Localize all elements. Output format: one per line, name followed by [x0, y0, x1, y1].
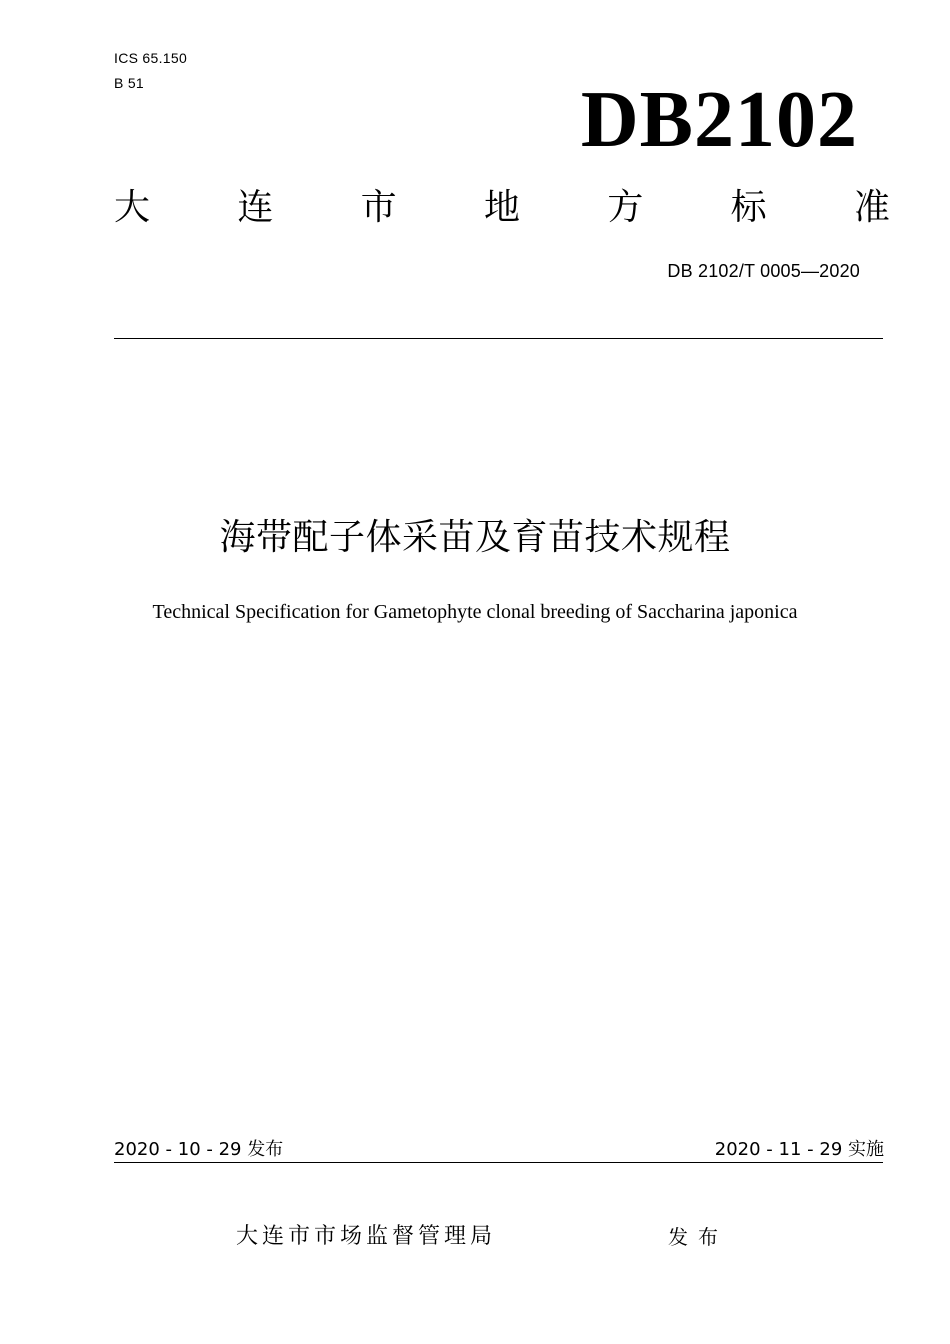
document-title-chinese: 海带配子体采苗及育苗技术规程 [219, 517, 731, 558]
standard-type-char: 标 [730, 187, 767, 228]
header-divider [114, 338, 883, 339]
issue-label: 发布 [668, 1225, 728, 1249]
issuing-authority: 大连市市场监督管理局 [236, 1224, 497, 1249]
standard-type-char: 连 [237, 187, 274, 228]
document-title-english: Technical Specification for Gametophyte clonal breeding of Saccharina japonica [152, 601, 798, 623]
ics-code: ICS 65.150 [114, 50, 188, 66]
standard-type-heading [114, 188, 890, 228]
standard-type-char: 地 [483, 187, 520, 228]
standard-type-char: 方 [607, 187, 644, 228]
standard-number: DB 2102/T 0005—2020 [667, 261, 860, 281]
ccs-code: B 51 [114, 75, 144, 91]
footer-divider [114, 1162, 883, 1163]
standard-type-char: 市 [360, 187, 397, 228]
standard-type-char: 准 [853, 187, 890, 228]
standard-logo: DB2102 [580, 76, 858, 164]
implementation-date: 2020 - 11 - 29 实施 [714, 1139, 884, 1160]
issue-date: 2020 - 10 - 29 发布 [114, 1139, 284, 1160]
standard-type-char: 大 [114, 187, 151, 228]
